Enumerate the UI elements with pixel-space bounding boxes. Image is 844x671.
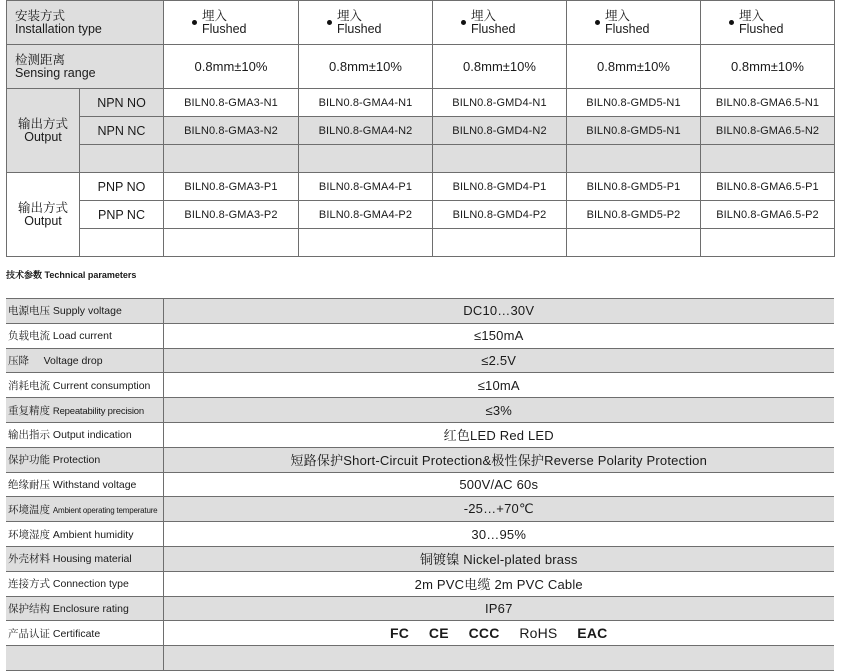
empty-cell bbox=[433, 145, 567, 173]
param-row bbox=[6, 348, 834, 373]
model-cell: BILN0.8-GMD4-N1 bbox=[433, 89, 567, 117]
pnp-no-label: PNP NO bbox=[80, 173, 164, 201]
npn-no-label: NPN NO bbox=[80, 89, 164, 117]
model-cell: BILN0.8-GMA3-P2 bbox=[164, 201, 299, 229]
empty-cell bbox=[433, 229, 567, 257]
param-label: 消耗电流 Current consumption bbox=[6, 373, 163, 398]
param-row bbox=[6, 497, 834, 522]
model-cell: BILN0.8-GMD5-N1 bbox=[567, 117, 701, 145]
model-cell: BILN0.8-GMD5-N1 bbox=[567, 89, 701, 117]
empty-cell bbox=[299, 229, 433, 257]
model-cell: BILN0.8-GMD4-P1 bbox=[433, 173, 567, 201]
sensing-range-value: 0.8mm±10% bbox=[701, 45, 835, 89]
param-row-empty bbox=[6, 646, 834, 671]
param-value: 铜镀镍 Nickel-plated brass bbox=[163, 546, 834, 571]
npn-nc-label: NPN NC bbox=[80, 117, 164, 145]
param-row bbox=[6, 398, 834, 423]
empty-cell bbox=[6, 646, 163, 671]
model-cell: BILN0.8-GMA3-N1 bbox=[164, 89, 299, 117]
empty-cell bbox=[567, 145, 701, 173]
param-row bbox=[6, 596, 834, 621]
pnp-nc-label: PNP NC bbox=[80, 201, 164, 229]
param-value: ≤3% bbox=[163, 398, 834, 423]
param-row bbox=[6, 546, 834, 571]
sensing-range-value: 0.8mm±10% bbox=[164, 45, 299, 89]
model-cell: BILN0.8-GMD4-P2 bbox=[433, 201, 567, 229]
models-table bbox=[6, 0, 835, 257]
bullet-icon bbox=[729, 20, 734, 25]
bullet-icon bbox=[192, 20, 197, 25]
param-label: 压降 Voltage drop bbox=[6, 348, 163, 373]
eac-mark-icon: EAC bbox=[577, 625, 608, 642]
column-header: 埋入 Flushed bbox=[433, 1, 567, 45]
model-cell: BILN0.8-GMA3-N2 bbox=[164, 117, 299, 145]
column-header: 埋入 Flushed bbox=[164, 1, 299, 45]
sensing-range-value: 0.8mm±10% bbox=[433, 45, 567, 89]
param-label: 保护功能 Protection bbox=[6, 447, 163, 472]
param-row bbox=[6, 621, 834, 646]
param-label: 环境湿度 Ambient humidity bbox=[6, 522, 163, 547]
param-row bbox=[6, 373, 834, 398]
sensing-range-value: 0.8mm±10% bbox=[567, 45, 701, 89]
ccc-mark-icon: CCC bbox=[468, 625, 500, 642]
model-cell: BILN0.8-GMA6.5-N1 bbox=[701, 89, 835, 117]
param-label: 重复精度 Repeatability precision bbox=[6, 398, 163, 423]
empty-cell bbox=[164, 145, 299, 173]
empty-cell bbox=[80, 229, 164, 257]
param-value: ≤2.5V bbox=[163, 348, 834, 373]
param-row bbox=[6, 522, 834, 547]
bullet-icon bbox=[595, 20, 600, 25]
param-value: 30…95% bbox=[471, 526, 527, 542]
param-label: 环境温度 Ambient operating temperature bbox=[6, 497, 163, 522]
model-cell: BILN0.8-GMD5-P1 bbox=[567, 173, 701, 201]
empty-cell bbox=[80, 145, 164, 173]
param-label: 保护结构 Enclosure rating bbox=[6, 596, 163, 621]
model-cell: BILN0.8-GMA6.5-N2 bbox=[701, 117, 835, 145]
ce-mark-icon: CE bbox=[428, 625, 449, 642]
rohs-mark-icon: RoHS bbox=[519, 625, 558, 642]
param-value: IP67 bbox=[163, 596, 834, 621]
model-cell: BILN0.8-GMA4-N1 bbox=[299, 89, 433, 117]
empty-cell bbox=[701, 145, 835, 173]
technical-parameters-table bbox=[6, 298, 834, 671]
param-row bbox=[6, 472, 834, 497]
param-value: ≤10mA bbox=[477, 377, 520, 393]
model-cell: BILN0.8-GMD4-N2 bbox=[433, 117, 567, 145]
param-value: 500V/AC 60s bbox=[459, 476, 539, 492]
param-row bbox=[6, 422, 834, 447]
bullet-icon bbox=[327, 20, 332, 25]
param-label: 连接方式 Connection type bbox=[6, 571, 163, 596]
param-label: 输出指示 Output indication bbox=[6, 422, 163, 447]
param-label: 负载电流 Load current bbox=[6, 323, 163, 348]
param-value: 2m PVC电缆 2m PVC Cable bbox=[414, 577, 583, 593]
param-value: ≤150mA bbox=[473, 328, 524, 344]
param-label: 外壳材料 Housing material bbox=[6, 546, 163, 571]
empty-cell bbox=[164, 229, 299, 257]
fcc-mark-icon: FC bbox=[390, 625, 410, 642]
param-row bbox=[6, 299, 834, 324]
param-label: 绝缘耐压 Withstand voltage bbox=[6, 472, 163, 497]
column-header: 埋入 Flushed bbox=[701, 1, 835, 45]
empty-cell bbox=[299, 145, 433, 173]
param-value: 红色LED Red LED bbox=[443, 428, 554, 444]
param-value: DC10…30V bbox=[163, 299, 834, 324]
column-header: 埋入 Flushed bbox=[299, 1, 433, 45]
param-row bbox=[6, 323, 834, 348]
model-cell: BILN0.8-GMA3-P1 bbox=[164, 173, 299, 201]
param-value: -25…+70℃ bbox=[163, 497, 834, 522]
model-cell: BILN0.8-GMA6.5-P2 bbox=[701, 201, 835, 229]
model-cell: BILN0.8-GMA4-P2 bbox=[299, 201, 433, 229]
output-label-pnp: 输出方式 Output bbox=[7, 173, 80, 257]
param-row bbox=[6, 571, 834, 596]
installation-type-label: 安装方式 Installation type bbox=[7, 1, 164, 45]
model-cell: BILN0.8-GMD5-P2 bbox=[567, 201, 701, 229]
sensing-range-value: 0.8mm±10% bbox=[299, 45, 433, 89]
empty-cell bbox=[163, 646, 834, 671]
model-cell: BILN0.8-GMA4-P1 bbox=[299, 173, 433, 201]
sensing-range-label: 检测距离 Sensing range bbox=[7, 45, 164, 89]
output-label-npn: 输出方式 Output bbox=[7, 89, 80, 173]
certificate-marks bbox=[163, 621, 834, 646]
param-value: 短路保护Short-Circuit Protection&极性保护Reverse Polarity Protection bbox=[163, 447, 834, 472]
section-title: 技术参数 Technical parameters bbox=[6, 270, 137, 280]
column-header: 埋入 Flushed bbox=[567, 1, 701, 45]
param-label: 产品认证 Certificate bbox=[6, 621, 163, 646]
model-cell: BILN0.8-GMA4-N2 bbox=[299, 117, 433, 145]
empty-cell bbox=[701, 229, 835, 257]
bullet-icon bbox=[461, 20, 466, 25]
empty-cell bbox=[567, 229, 701, 257]
param-row bbox=[6, 447, 834, 472]
model-cell: BILN0.8-GMA6.5-P1 bbox=[701, 173, 835, 201]
param-label: 电源电压 Supply voltage bbox=[6, 299, 163, 324]
